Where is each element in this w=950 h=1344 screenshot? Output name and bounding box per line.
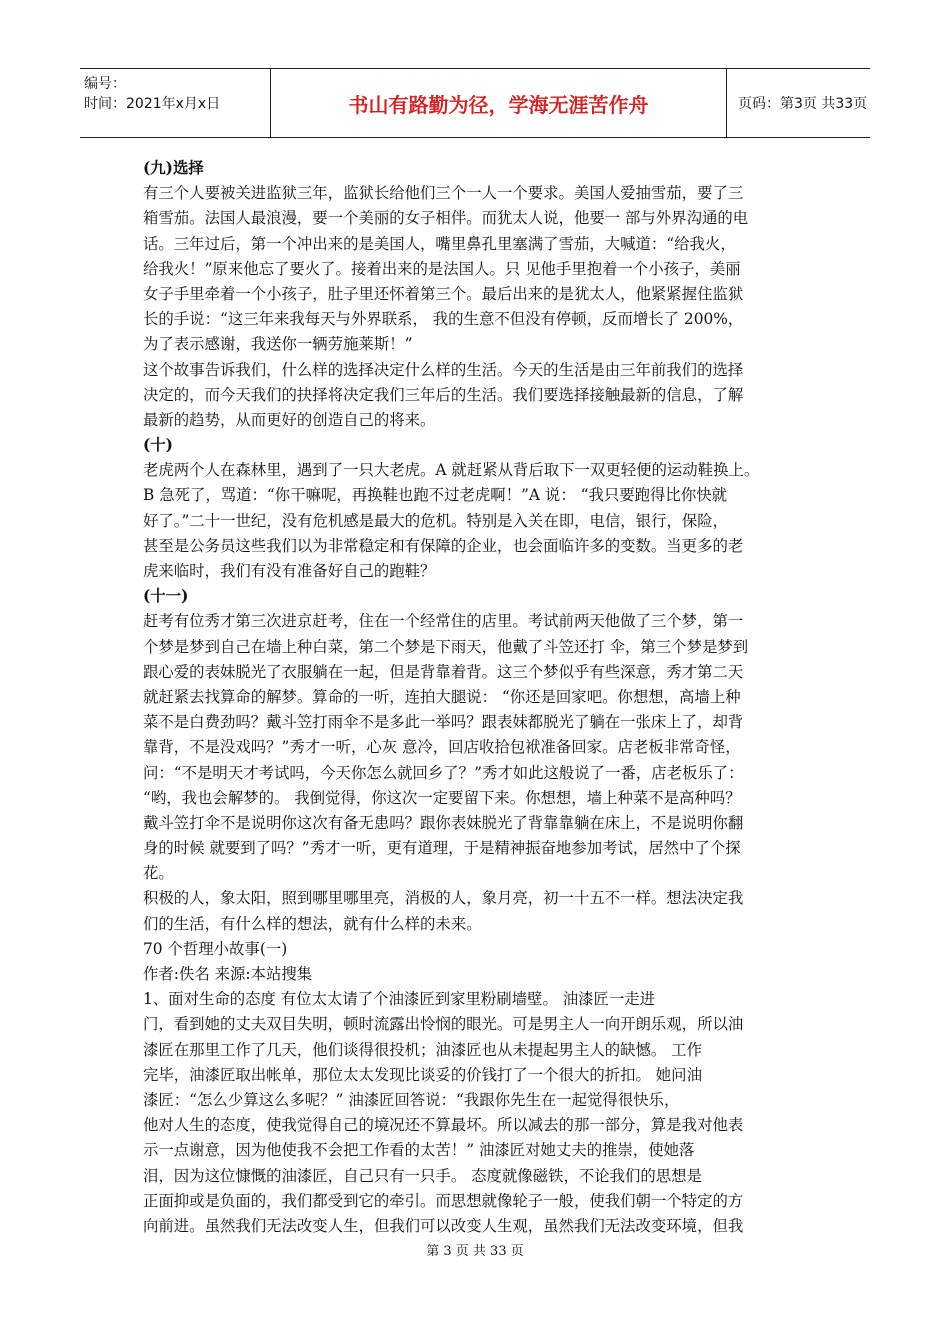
document-body bbox=[143, 156, 815, 1239]
header-page-info: 页码：第3页 共33页 bbox=[738, 96, 868, 112]
text-line: 他对人生的态度，使我觉得自己的境况还不算最坏。所以减去的那一部分，算是我对他表 bbox=[143, 1116, 744, 1135]
section-heading: (十) bbox=[143, 436, 173, 455]
text-line: 长的手说：“这三年来我每天与外界联系， 我的生意不但没有停顿，反而增长了 200%， bbox=[143, 310, 744, 329]
text-line: 完毕，油漆匠取出帐单，那位太太发现比谈妥的价钱打了一个很大的折扣。 她问油 bbox=[143, 1065, 702, 1084]
text-line: 正面抑或是负面的，我们都受到它的牵引。而思想就像轮子一般，使我们朝一个特定的方 bbox=[143, 1191, 744, 1210]
text-line: 戴斗笠打伞不是说明你这次有备无患吗？跟你表妹脱光了背靠靠躺在床上，不是说明你翻 bbox=[143, 813, 744, 832]
text-line: 菜不是白费劲吗？戴斗笠打雨伞不是多此一举吗？跟表妹都脱光了躺在一张床上了，却背 bbox=[143, 713, 744, 732]
text-line: 泪，因为这位慷慨的油漆匠，自己只有一只手。 态度就像磁铁，不论我们的思想是 bbox=[143, 1166, 702, 1185]
section-heading: (十一) bbox=[143, 587, 189, 606]
text-line: 作者:佚名 来源:本站搜集 bbox=[143, 965, 313, 983]
text-line: 有三个人要被关进监狱三年，监狱长给他们三个一人一个要求。美国人爱抽雪茄，要了三 bbox=[143, 184, 744, 203]
text-line: 1、面对生命的态度 有位太太请了个油漆匠到家里粉刷墙壁。 油漆匠一走进 bbox=[143, 990, 656, 1009]
text-line: 箱雪茄。法国人最浪漫，要一个美丽的女子相伴。而犹太人说，他要一 部与外界沟通的电 bbox=[143, 209, 749, 228]
section-heading: (九)选择 bbox=[143, 159, 204, 177]
text-line: 70 个哲理小故事(一) bbox=[143, 939, 288, 958]
text-line: 就赶紧去找算命的解梦。算命的一听，连拍大腿说： “你还是回家吧。你想想，高墙上种 bbox=[143, 687, 741, 706]
text-line: B 急死了，骂道：“你干嘛呢，再换鞋也跑不过老虎啊！”A 说： “我只要跑得比你快就 bbox=[143, 486, 727, 505]
header-motto: 书山有路勤为径，学海无涯苦作舟 bbox=[348, 92, 649, 117]
text-line: 话。三年过后，第一个冲出来的是美国人，嘴里鼻孔里塞满了雪茄，大喊道：“给我火， bbox=[143, 234, 736, 253]
text-line: 靠背，不是没戏吗？”秀才一听，心灰 意冷，回店收拾包袱准备回家。店老板非常奇怪， bbox=[143, 738, 741, 757]
date-label: 时间：2021年x月x日 bbox=[84, 96, 221, 112]
text-line: 们的生活，有什么样的想法，就有什么样的未来。 bbox=[143, 914, 482, 933]
text-line: 积极的人，象太阳，照到哪里哪里亮，消极的人，象月亮，初一十五不一样。想法决定我 bbox=[143, 889, 744, 908]
text-line: 为了表示感谢，我送你一辆劳施莱斯！” bbox=[143, 335, 413, 354]
text-line: 身的时候 就要到了吗？”秀才一听，更有道理，于是精神振奋地参加考试，居然中了个探 bbox=[143, 839, 741, 858]
text-line: 这个故事告诉我们，什么样的选择决定什么样的生活。今天的生活是由三年前我们的选择 bbox=[143, 360, 744, 379]
text-line: 女子手里牵着一个小孩子，肚子里还怀着第三个。最后出来的是犹太人，他紧紧握住监狱 bbox=[143, 284, 744, 303]
text-line: 赶考有位秀才第三次进京赶考，住在一个经常住的店里。考试前两天他做了三个梦，第一 bbox=[143, 612, 744, 631]
text-line: 跟心爱的表妹脱光了衣服躺在一起，但是背靠着背。这三个梦似乎有些深意，秀才第二天 bbox=[143, 662, 744, 681]
text-line: 漆匠：“怎么少算这么多呢？” 油漆匠回答说：“我跟你先生在一起觉得很快乐， bbox=[143, 1090, 680, 1109]
text-line: 最新的趋势，从而更好的创造自己的将来。 bbox=[143, 410, 436, 429]
text-line: 甚至是公务员这些我们以为非常稳定和有保障的企业，也会面临许多的变数。当更多的老 bbox=[143, 536, 744, 555]
text-line: 好了。”二十一世纪，没有危机感是最大的危机。特别是入关在即，电信，银行，保险， bbox=[143, 511, 729, 530]
text-line: 给我火！”原来他忘了要火了。接着出来的是法国人。只 见他手里抱着一个小孩子，美丽 bbox=[143, 259, 741, 278]
number-label: 编号： bbox=[84, 76, 126, 92]
header-meta bbox=[80, 69, 271, 137]
header-motto-cell bbox=[271, 69, 727, 137]
page-footer: 第 3 页 共 33 页 bbox=[426, 1244, 524, 1259]
text-line: 向前进。虽然我们无法改变人生，但我们可以改变人生观，虽然我们无法改变环境，但我 bbox=[143, 1216, 744, 1235]
text-line: 示一点谢意，因为他使我不会把工作看的太苦！” 油漆匠对她丈夫的推崇，使她落 bbox=[143, 1141, 695, 1160]
text-line: 老虎两个人在森林里，遇到了一只大老虎。A 就赶紧从背后取下一双更轻便的运动鞋换上。 bbox=[143, 461, 760, 480]
page-header bbox=[80, 68, 870, 138]
text-line: “哟，我也会解梦的。 我倒觉得，你这次一定要留下来。你想想，墙上种菜不是高种吗？ bbox=[143, 788, 741, 807]
text-line: 虎来临时，我们有没有准备好自己的跑鞋？ bbox=[143, 562, 436, 580]
text-line: 个梦是梦到自己在墙上种白菜，第二个梦是下雨天，他戴了斗笠还打 伞，第三个梦是梦到 bbox=[143, 637, 749, 656]
text-line: 漆匠在那里工作了几天，他们谈得很投机；油漆匠也从未提起男主人的缺憾。 工作 bbox=[143, 1040, 702, 1059]
text-line: 问：“不是明天才考试吗，今天你怎么就回乡了？”秀才如此这般说了一番，店老板乐了： bbox=[143, 763, 744, 782]
text-line: 门，看到她的丈夫双目失明，顿时流露出怜悯的眼光。可是男主人一向开朗乐观，所以油 bbox=[143, 1015, 744, 1034]
text-line: 花。 bbox=[143, 864, 174, 883]
text-line: 决定的，而今天我们的抉择将决定我们三年后的生活。我们要选择接触最新的信息，了解 bbox=[143, 385, 744, 404]
